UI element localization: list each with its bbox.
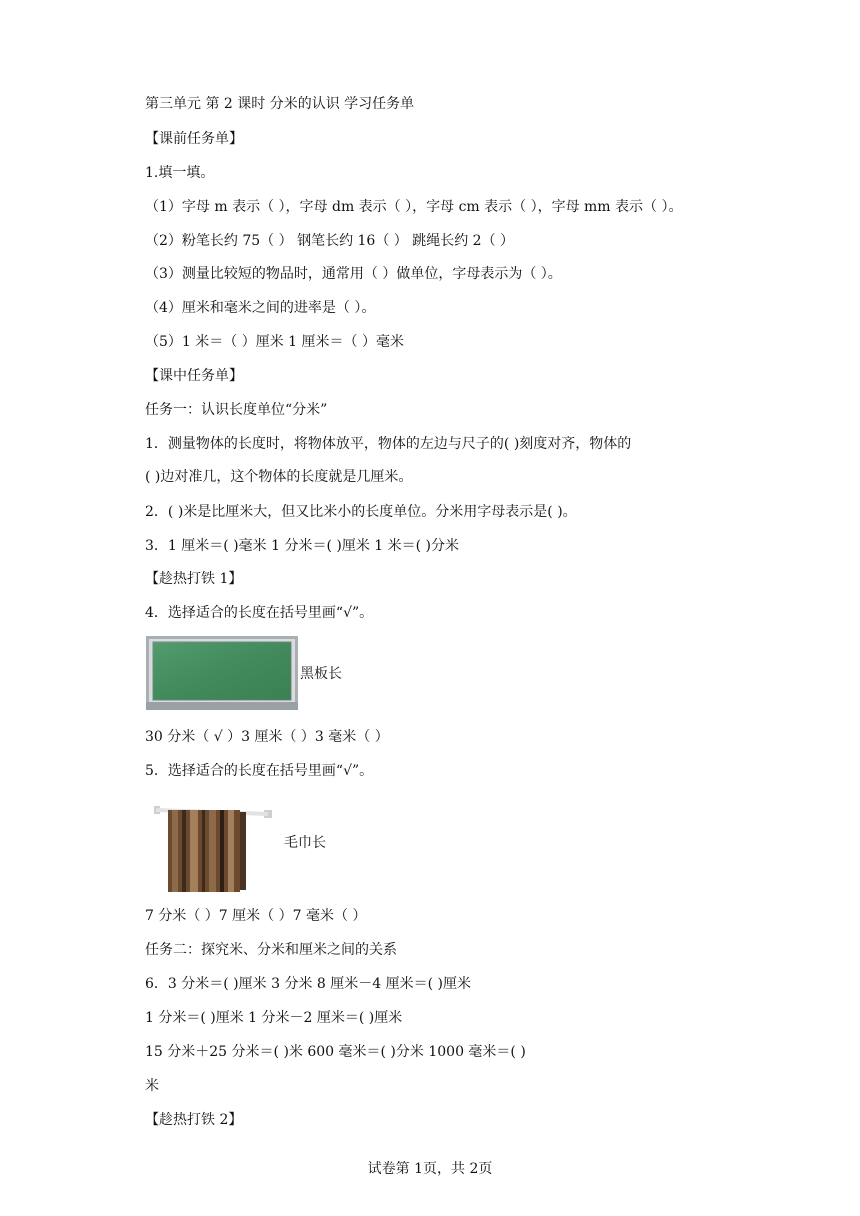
q1-item-4: （4）厘米和毫米之间的进率是（ ）。 [145, 300, 376, 316]
page-footer: 试卷第 1页，共 2页 [367, 1161, 493, 1177]
practice2-header: 【趁热打铁 2】 [145, 1112, 243, 1128]
task2-title: 任务二：探究米、分米和厘米之间的关系 [145, 942, 397, 958]
q1-measure-line2: ( )边对准几，这个物体的长度就是几厘米。 [145, 469, 413, 485]
q1-item-3: （3）测量比较短的物品时，通常用（ ）做单位，字母表示为（ ）。 [145, 266, 562, 282]
title: 第三单元 第 2 课时 分米的认识 学习任务单 [145, 96, 415, 112]
pre-class-header: 【课前任务单】 [145, 131, 243, 147]
q6-line4: 米 [145, 1078, 159, 1094]
q6-line1: 6．3 分米＝( )厘米 3 分米 8 厘米－4 厘米＝( )厘米 [145, 976, 471, 992]
q5-title: 5．选择适合的长度在括号里画“√”。 [145, 763, 374, 779]
q6-line3: 15 分米＋25 分米＝( )米 600 毫米＝( )分米 1000 毫米＝( ) [145, 1044, 526, 1060]
towel-label: 毛巾长 [284, 835, 326, 851]
towel-image [152, 796, 276, 896]
q6-line2: 1 分米＝( )厘米 1 分米－2 厘米＝( )厘米 [145, 1010, 403, 1026]
q1-item-1: （1）字母 m 表示（ ），字母 dm 表示（ ），字母 cm 表示（ ），字母 mm 表示（ ）。 [145, 199, 683, 215]
q3-line: 3．1 厘米＝( )毫米 1 分米＝( )厘米 1 米＝( )分米 [145, 538, 460, 554]
practice1-header: 【趁热打铁 1】 [145, 571, 243, 587]
blackboard-label: 黑板长 [300, 666, 342, 682]
in-class-header: 【课中任务单】 [145, 368, 243, 384]
q5-options: 7 分米（ ）7 厘米（ ）7 毫米（ ） [145, 908, 367, 924]
q1-item-2: （2）粉笔长约 75（ ） 钢笔长约 16（ ） 跳绳长约 2（ ） [145, 233, 515, 249]
q4-options: 30 分米（ √ ）3 厘米（ ）3 毫米（ ） [145, 729, 389, 745]
q4-title: 4．选择适合的长度在括号里画“√”。 [145, 605, 374, 621]
q1-title: 1.填一填。 [145, 165, 215, 181]
blackboard-image [146, 636, 298, 710]
q2-line: 2．( )米是比厘米大，但又比米小的长度单位。分米用字母表示是( )。 [145, 504, 577, 520]
q1-measure-line1: 1．测量物体的长度时，将物体放平，物体的左边与尺子的( )刻度对齐，物体的 [145, 436, 632, 452]
q1-item-5: （5）1 米＝（ ）厘米 1 厘米＝（ ）毫米 [145, 334, 404, 350]
task1-title: 任务一：认识长度单位“分米” [145, 402, 328, 418]
